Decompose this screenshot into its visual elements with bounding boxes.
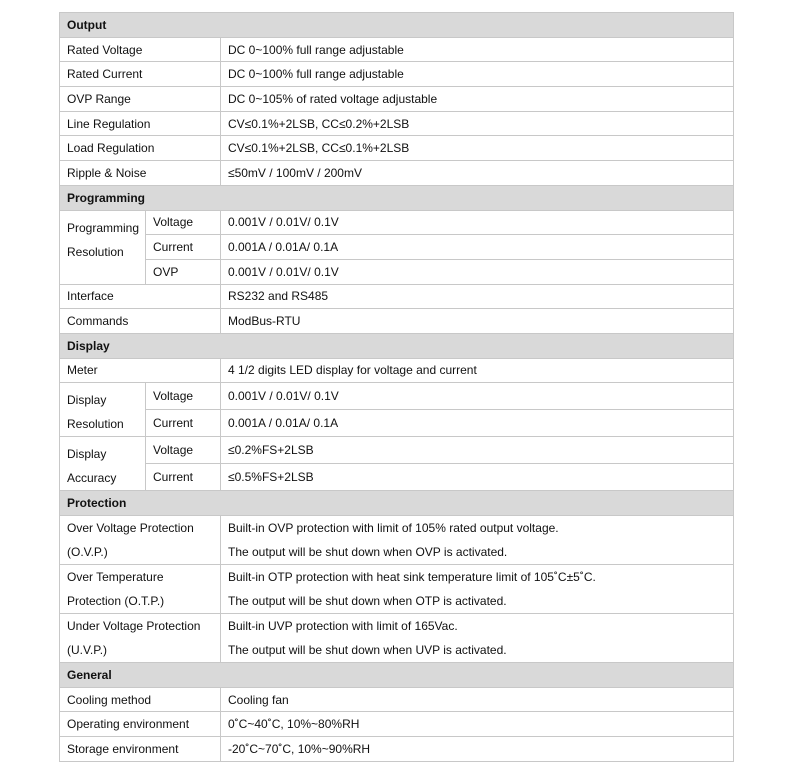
spec-label: Rated Current [60, 62, 221, 87]
spec-sublabel: Current [146, 410, 221, 437]
spec-row-display-accuracy-voltage [60, 437, 734, 464]
spec-row-programming-voltage [60, 210, 734, 235]
spec-sublabel: Voltage [146, 210, 221, 235]
spec-value: 0.001V / 0.01V/ 0.1V [221, 383, 734, 410]
spec-value: CV≤0.1%+2LSB, CC≤0.1%+2LSB [221, 136, 734, 161]
spec-row-ripple-noise [60, 161, 734, 186]
specification-table [59, 12, 734, 762]
spec-value: DC 0~105% of rated voltage adjustable [221, 87, 734, 112]
spec-label: Interface [60, 284, 221, 309]
spec-value: Cooling fan [221, 687, 734, 712]
spec-value: CV≤0.1%+2LSB, CC≤0.2%+2LSB [221, 111, 734, 136]
section-title-output: Output [60, 13, 734, 38]
label-line: Resolution [67, 244, 124, 259]
spec-value: ≤0.2%FS+2LSB [221, 437, 734, 464]
label-line: Over Voltage Protection [67, 521, 194, 535]
spec-row-operating-environment [60, 712, 734, 737]
spec-row-display-accuracy-current [60, 464, 734, 491]
spec-sublabel: Voltage [146, 437, 221, 464]
spec-value [221, 516, 734, 565]
spec-value: DC 0~100% full range adjustable [221, 62, 734, 87]
spec-label-display-resolution [60, 383, 146, 437]
section-title-protection: Protection [60, 491, 734, 516]
section-title-display: Display [60, 333, 734, 358]
section-header-display [60, 333, 734, 358]
spec-row-storage-environment [60, 737, 734, 762]
spec-label: Meter [60, 358, 221, 383]
value-line: Built-in UVP protection with limit of 165Vac. [228, 619, 458, 633]
spec-label [60, 516, 221, 565]
value-line: The output will be shut down when OTP is activated. [228, 594, 507, 608]
spec-value: 0.001V / 0.01V/ 0.1V [221, 259, 734, 284]
spec-label-programming-resolution [60, 210, 146, 284]
section-header-general [60, 663, 734, 688]
spec-row-commands [60, 309, 734, 334]
section-title-programming: Programming [60, 185, 734, 210]
spec-value: -20˚C~70˚C, 10%~90%RH [221, 737, 734, 762]
section-header-output [60, 13, 734, 38]
spec-row-display-resolution-current [60, 410, 734, 437]
spec-row-rated-voltage [60, 37, 734, 62]
value-line: The output will be shut down when OVP is activated. [228, 545, 508, 559]
label-line: Display [67, 393, 107, 408]
spec-label: Rated Voltage [60, 37, 221, 62]
spec-row-interface [60, 284, 734, 309]
section-header-protection [60, 491, 734, 516]
spec-row-uvp-protection [60, 614, 734, 663]
section-title-general: General [60, 663, 734, 688]
section-header-programming [60, 185, 734, 210]
spec-sublabel: Current [146, 235, 221, 260]
label-line: Accuracy [67, 471, 117, 486]
label-line: Display [67, 447, 107, 462]
spec-label-display-accuracy [60, 437, 146, 491]
label-line: (O.V.P.) [67, 545, 108, 559]
spec-row-ovp-protection [60, 516, 734, 565]
spec-value: ≤50mV / 100mV / 200mV [221, 161, 734, 186]
spec-label: Load Regulation [60, 136, 221, 161]
spec-value: 0.001A / 0.01A/ 0.1A [221, 235, 734, 260]
spec-value: ModBus-RTU [221, 309, 734, 334]
spec-row-programming-ovp [60, 259, 734, 284]
spec-row-rated-current [60, 62, 734, 87]
value-line: Built-in OTP protection with heat sink temperature limit of 105˚C±5˚C. [228, 570, 596, 584]
spec-label [60, 565, 221, 614]
spec-value: 0.001A / 0.01A/ 0.1A [221, 410, 734, 437]
spec-value: RS232 and RS485 [221, 284, 734, 309]
value-line: The output will be shut down when UVP is activated. [228, 643, 507, 657]
spec-row-line-regulation [60, 111, 734, 136]
label-line: Under Voltage Protection [67, 619, 201, 633]
spec-value [221, 614, 734, 663]
spec-label [60, 614, 221, 663]
spec-value: DC 0~100% full range adjustable [221, 37, 734, 62]
spec-row-ovp-range [60, 87, 734, 112]
label-line: Protection (O.T.P.) [67, 594, 165, 608]
spec-label: Commands [60, 309, 221, 334]
spec-row-display-resolution-voltage [60, 383, 734, 410]
spec-row-cooling-method [60, 687, 734, 712]
spec-sublabel: Voltage [146, 383, 221, 410]
spec-label: OVP Range [60, 87, 221, 112]
spec-row-meter [60, 358, 734, 383]
spec-sublabel: OVP [146, 259, 221, 284]
label-line: Resolution [67, 417, 124, 432]
label-line: Programming [67, 220, 140, 235]
spec-label: Operating environment [60, 712, 221, 737]
spec-value: 0˚C~40˚C, 10%~80%RH [221, 712, 734, 737]
spec-value: 0.001V / 0.01V/ 0.1V [221, 210, 734, 235]
value-line: Built-in OVP protection with limit of 105% rated output voltage. [228, 521, 559, 535]
label-line: (U.V.P.) [67, 643, 108, 657]
label-line: Over Temperature [67, 570, 164, 584]
spec-label: Storage environment [60, 737, 221, 762]
spec-label: Ripple & Noise [60, 161, 221, 186]
spec-label: Line Regulation [60, 111, 221, 136]
spec-label: Cooling method [60, 687, 221, 712]
spec-row-load-regulation [60, 136, 734, 161]
spec-value: 4 1/2 digits LED display for voltage and current [221, 358, 734, 383]
spec-value [221, 565, 734, 614]
spec-row-programming-current [60, 235, 734, 260]
spec-sublabel: Current [146, 464, 221, 491]
spec-row-otp-protection [60, 565, 734, 614]
spec-value: ≤0.5%FS+2LSB [221, 464, 734, 491]
